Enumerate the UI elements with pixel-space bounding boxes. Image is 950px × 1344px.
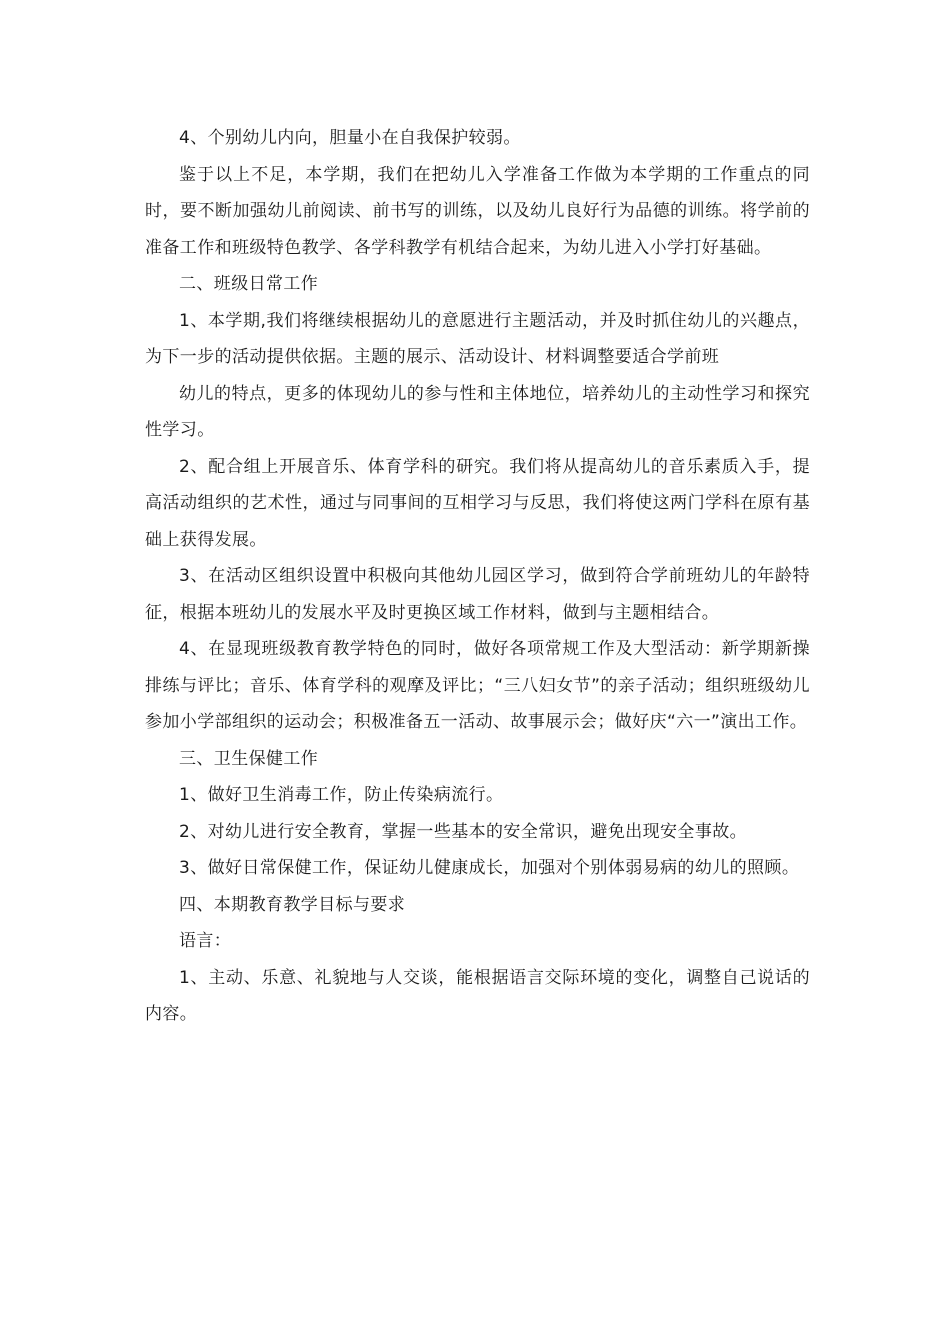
subheading-language: 语言： xyxy=(179,931,232,951)
section-heading-daily-work: 二、班级日常工作 xyxy=(179,274,319,294)
section-heading-goals: 四、本期教育教学目标与要求 xyxy=(179,894,406,915)
paragraph-daily-1: 1、本学期,我们将继续根据幼儿的意愿进行主题活动，并及时抓住幼儿的兴趣点，为下一步的活动提供依据。主题的展示、活动设计、材料调整要适合学前班 xyxy=(145,310,810,367)
paragraph-health-2: 2、对幼儿进行安全教育，掌握一些基本的安全常识，避免出现安全事故。 xyxy=(179,821,748,842)
paragraph-item-4: 4、个别幼儿内向，胆量小在自我保护较弱。 xyxy=(179,128,521,148)
section-heading-health: 三、卫生保健工作 xyxy=(179,748,319,769)
paragraph-daily-3: 3、在活动区组织设置中积极向其他幼儿园区学习，做到符合学前班幼儿的年龄特征，根据本班幼儿的发展水平及时更换区域工作材料，做到与主题相结合。 xyxy=(145,566,810,623)
paragraph-daily-1-continued: 幼儿的特点，更多的体现幼儿的参与性和主体地位，培养幼儿的主动性学习和探究性学习。 xyxy=(145,383,810,440)
paragraph-daily-4: 4、在显现班级教育教学特色的同时，做好各项常规工作及大型活动：新学期新操排练与评比；音乐、体育学科的观摩及评比；“三八妇女节”的亲子活动；组织班级幼儿参加小学部组织的运动会；积极准备五一活动、故事展示会；做好庆“六一”演出工作。 xyxy=(145,639,810,732)
document-body xyxy=(145,120,810,1033)
paragraph-health-3: 3、做好日常保健工作，保证幼儿健康成长，加强对个别体弱易病的幼儿的照顾。 xyxy=(179,858,800,878)
paragraph-summary: 鉴于以上不足，本学期，我们在把幼儿入学准备工作做为本学期的工作重点的同时，要不断加强幼儿前阅读、前书写的训练，以及幼儿良好行为品德的训练。将学前的准备工作和班级特色教学、各学科教学有机结合起来，为幼儿进入小学打好基础。 xyxy=(145,164,810,258)
paragraph-health-1: 1、做好卫生消毒工作，防止传染病流行。 xyxy=(179,785,504,805)
paragraph-daily-2: 2、配合组上开展音乐、体育学科的研究。我们将从提高幼儿的音乐素质入手，提高活动组织的艺术性，通过与同事间的互相学习与反思，我们将使这两门学科在原有基础上获得发展。 xyxy=(145,456,810,550)
paragraph-language-1: 1、主动、乐意、礼貌地与人交谈，能根据语言交际环境的变化，调整自己说话的内容。 xyxy=(145,967,810,1024)
